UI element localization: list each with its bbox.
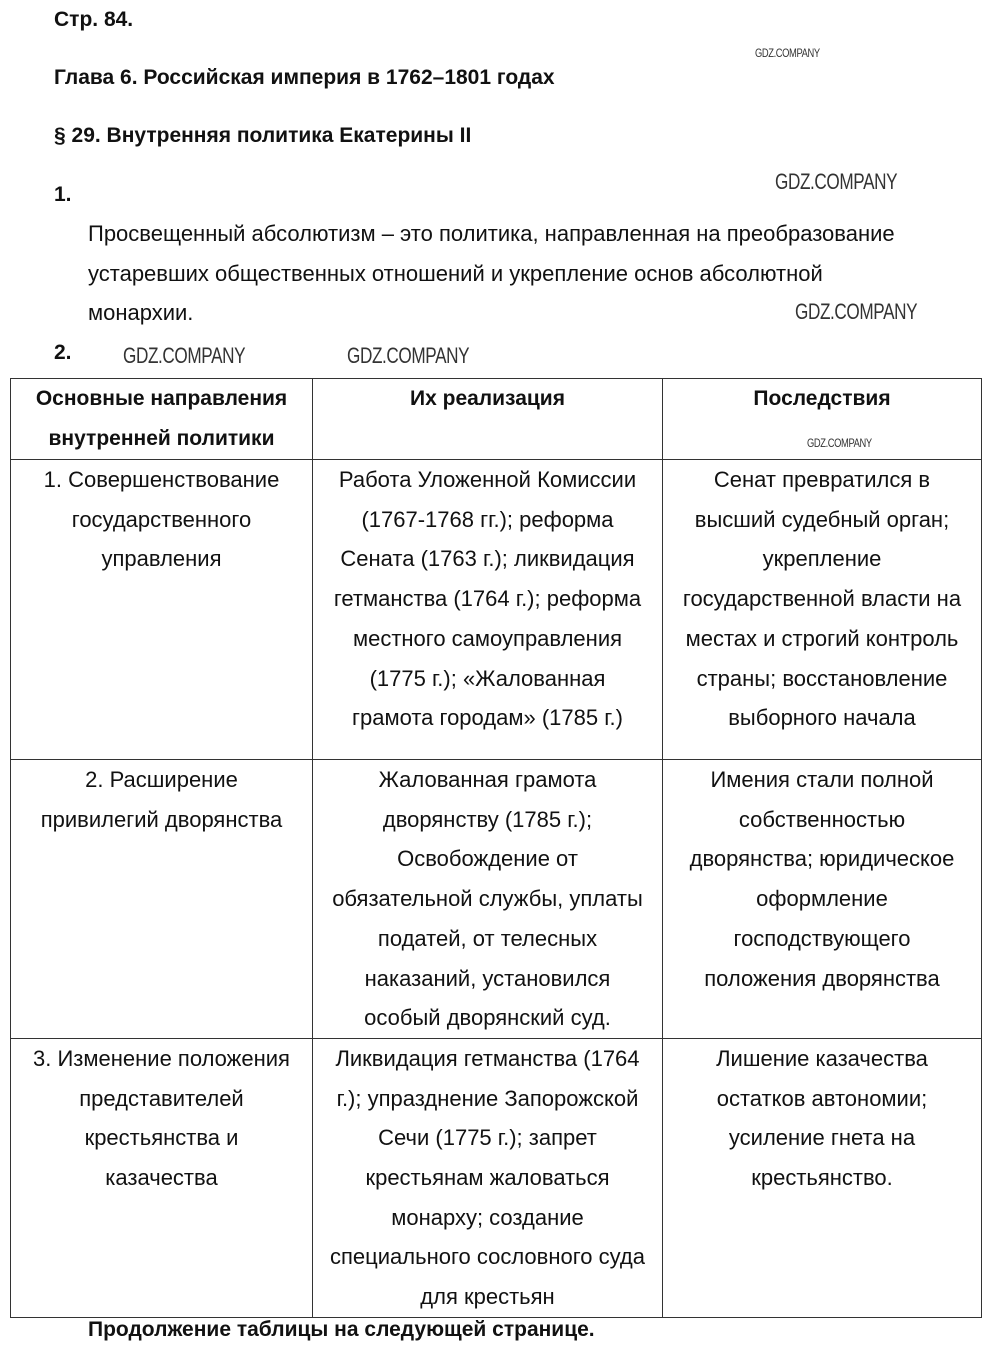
table-header-cell (11, 379, 313, 460)
cell-line: 3. Изменение положения (33, 1045, 290, 1071)
cell-line: дворянству (1785 г.); (382, 806, 593, 832)
cell-line: (1775 г.); «Жалованная (369, 665, 606, 691)
watermark: GDZ.COMPANY (347, 343, 470, 368)
policy-table (10, 378, 982, 1318)
cell-line: 2. Расширение (85, 767, 238, 792)
cell-line: государственной власти на (682, 586, 962, 612)
cell-line: выборного начала (728, 705, 916, 731)
cell-line: страны; восстановление (696, 665, 948, 691)
cell-line: Последствия (753, 387, 891, 410)
cell-line: местного самоуправления (352, 625, 623, 651)
question-2-number: 2. (54, 341, 72, 364)
cell-line: крестьянства и (84, 1125, 239, 1151)
cell-line: специального сословного суда (330, 1244, 645, 1270)
section-title: § 29. Внутренняя политика Екатерины II (54, 124, 472, 147)
watermark: GDZ.COMPANY (123, 343, 246, 368)
watermark: GDZ.COMPANY (755, 46, 820, 60)
table-cell (313, 760, 663, 1039)
table-header-cell (313, 379, 663, 460)
table-row (11, 1038, 982, 1317)
question-1-answer (88, 214, 895, 333)
table-header-cell (663, 379, 982, 460)
continuation-note: Продолжение таблицы на следующей странице. (88, 1318, 595, 1341)
cell-line: обязательной службы, уплаты (332, 886, 643, 912)
table-header-row (11, 379, 982, 460)
table-cell (11, 460, 313, 760)
cell-line: Жалованная грамота (378, 767, 597, 792)
cell-line: управления (101, 546, 222, 572)
cell-line: местах и строгий контроль (685, 625, 959, 651)
answer-line: монархии. (88, 300, 194, 326)
cell-line: внутренней политики (48, 426, 275, 450)
cell-line: наказаний, установился (364, 965, 611, 991)
cell-line: Их реализация (410, 387, 565, 410)
table-row (11, 460, 982, 760)
cell-line: привилегий дворянства (40, 806, 283, 832)
cell-line: высший судебный орган; (694, 506, 950, 532)
cell-line: податей, от телесных (377, 925, 598, 951)
cell-line: Сенат превратился в (713, 467, 931, 492)
cell-line: усиление гнета на (728, 1125, 916, 1151)
cell-line: крестьянам жаловаться (365, 1165, 610, 1191)
cell-line: остатков автономии; (716, 1085, 928, 1111)
cell-line: Лишение казачества (716, 1045, 928, 1071)
cell-line: дворянства; юридическое (689, 846, 955, 872)
watermark: GDZ.COMPANY (775, 169, 898, 194)
table-cell (663, 460, 982, 760)
cell-line: собственностью (738, 806, 906, 832)
table-cell (663, 1038, 982, 1317)
cell-line: Сената (1763 г.); ликвидация (340, 546, 635, 572)
cell-line: г.); упразднение Запорожской (336, 1085, 639, 1111)
cell-line: 1. Совершенствование (43, 467, 280, 492)
cell-line: государственного (71, 506, 252, 532)
cell-line: грамота городам» (1785 г.) (351, 705, 623, 731)
page-number: Стр. 84. (54, 8, 134, 31)
table-cell (11, 760, 313, 1039)
cell-line: Сечи (1775 г.); запрет (378, 1125, 597, 1151)
cell-line: для крестьян (420, 1284, 555, 1310)
table-row (11, 760, 982, 1039)
cell-line: Основные направления (35, 387, 288, 410)
cell-line: положения дворянства (704, 965, 940, 991)
cell-line: особый дворянский суд. (364, 1005, 611, 1031)
answer-line: Просвещенный абсолютизм – это политика, направленная на преобразование (88, 221, 895, 246)
cell-line: крестьянство. (751, 1165, 893, 1191)
watermark: GDZ.COMPANY (795, 299, 918, 324)
cell-line: Работа Уложенной Комиссии (338, 467, 637, 492)
question-1-number: 1. (54, 183, 72, 206)
chapter-title: Глава 6. Российская империя в 1762–1801 годах (54, 66, 555, 89)
cell-line: представителей (79, 1085, 244, 1111)
table-cell (663, 760, 982, 1039)
cell-line: (1767-1768 гг.); реформа (361, 506, 614, 532)
cell-line: гетманства (1764 г.); реформа (333, 586, 642, 612)
cell-line: господствующего (733, 925, 911, 951)
cell-line: оформление (756, 886, 888, 912)
table-cell (313, 1038, 663, 1317)
cell-line: казачества (105, 1165, 218, 1191)
cell-line: Освобождение от (397, 846, 578, 872)
table-cell (11, 1038, 313, 1317)
answer-line: устаревших общественных отношений и укрепление основ абсолютной (88, 260, 823, 286)
table-cell (313, 460, 663, 760)
cell-line: Ликвидация гетманства (1764 (335, 1045, 640, 1071)
cell-line: укрепление (762, 546, 882, 572)
watermark: GDZ.COMPANY (807, 436, 872, 450)
cell-line: Имения стали полной (710, 767, 934, 792)
cell-line: монарху; создание (391, 1204, 584, 1230)
